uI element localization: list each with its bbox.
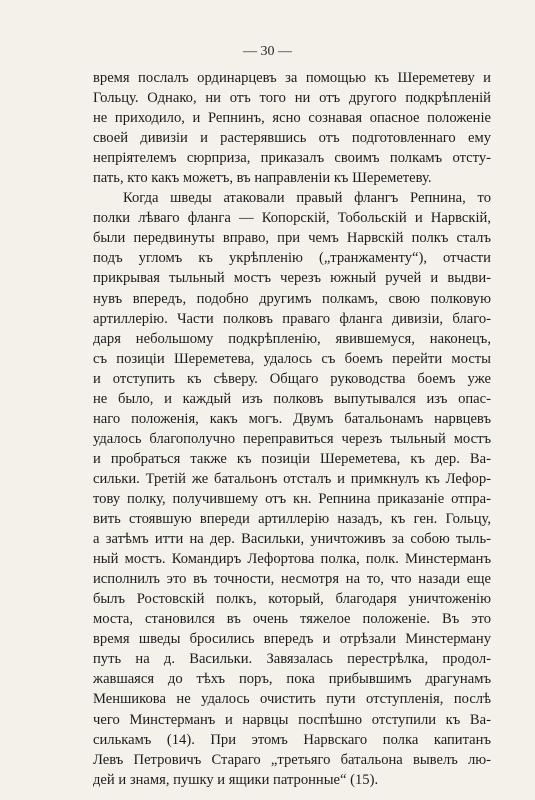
text-line: непріятелемъ сюрприза, приказалъ своимъ полкамъ отсту- (93, 150, 491, 167)
text-line: время послалъ ординарцевъ за помощью къ Шереметеву и (93, 70, 491, 86)
text-line: не было, и каждый изъ полковъ выпутывался изъ опас- (93, 390, 491, 407)
page-number: — 30 — (243, 44, 292, 59)
text-line: даря небольшому подкрѣпленію, явившемуся, наконецъ, (93, 330, 491, 347)
text-line: Гольцу. Однако, ни отъ того ни отъ другого подкрѣпленій (93, 90, 491, 107)
text-line: ный мостъ. Командиръ Лефортова полка, полк. Минстерманъ (93, 551, 491, 568)
text-line: съ позиціи Шереметева, удалось съ боемъ перейти мосты (93, 350, 491, 367)
text-line: тову полку, получившему отъ кн. Репнина приказаніе отпра- (93, 490, 491, 507)
text-line: былъ Ростовскій полкъ, который, благодаря уничтоженію (93, 591, 491, 608)
text-line: удалось благополучно переправиться черезъ тыльный мостъ (93, 430, 491, 447)
text-line: своей дивизіи и растерявшись отъ подготовленнаго ему (93, 130, 491, 147)
body-text (93, 68, 491, 790)
text-line: артиллерію. Части полковъ праваго фланга дивизіи, благо- (93, 310, 491, 327)
text-line: и пробраться также къ позиціи Шереметева, къ дер. Ва- (93, 450, 491, 467)
text-line: Левъ Петровичъ Стараго „третьяго батальона вывелъ лю- (93, 751, 491, 768)
text-line: полки лѣваго фланга — Копорскій, Тобольскій и Нарвскій, (93, 210, 491, 227)
text-line: время шведы бросились впередъ и отрѣзали Минстерману (93, 631, 491, 648)
text-line: пать, кто какъ можетъ, въ направленіи къ Шереметеву. (93, 170, 432, 187)
text-line: моста, становился въ очень тяжелое положеніе. Въ это (93, 611, 491, 628)
text-line: Когда шведы атаковали правый флангъ Репнина, то (123, 190, 491, 207)
text-line: наго положенія, какъ могъ. Двумъ батальонамъ нарвцевъ (93, 410, 491, 427)
paragraph (93, 188, 491, 789)
text-line: жавшаяся до тѣхъ поръ, пока прибывшимъ драгунамъ (93, 671, 491, 688)
text-line: силькамъ (14). При этомъ Нарвскаго полка капитанъ (93, 731, 491, 748)
text-line: были передвинуты вправо, при чемъ Нарвскій полкъ сталъ (93, 230, 491, 247)
text-line: Меншикова не удалось очистить пути отступленія, послѣ (93, 691, 491, 708)
text-line: путь на д. Васильки. Завязалась перестрѣлка, продол- (93, 651, 491, 668)
text-line: исполнилъ это въ точности, несмотря на то, что назади еще (93, 571, 491, 588)
paragraph (93, 68, 491, 188)
text-line: подъ угломъ къ укрѣпленію („транжаменту“), отчасти (93, 250, 491, 267)
text-line: чего Минстерманъ и нарвцы поспѣшно отступили къ Ва- (93, 711, 491, 728)
text-line: вить стоявшую впереди артиллерію назадъ, къ ген. Гольцу, (93, 511, 491, 528)
text-line: а затѣмъ итти на дер. Васильки, уничтоживъ за собою тыль- (93, 531, 491, 548)
text-line: сильки. Третій же батальонъ отсталъ и примкнулъ къ Лефор- (93, 470, 491, 487)
text-line: не приходило, и Репнинъ, ясно сознавая опасное положеніе (93, 110, 491, 127)
text-line: дей и знамя, пушку и ящики патронные“ (15). (93, 771, 379, 788)
text-line: прикрывая тыльный мостъ черезъ южный ручей и выдви- (93, 270, 491, 287)
text-line: и отступить къ сѣверу. Общаго руководства боемъ уже (93, 370, 491, 387)
text-line: нувъ впередъ, подобно другимъ полкамъ, свою полковую (93, 290, 491, 307)
